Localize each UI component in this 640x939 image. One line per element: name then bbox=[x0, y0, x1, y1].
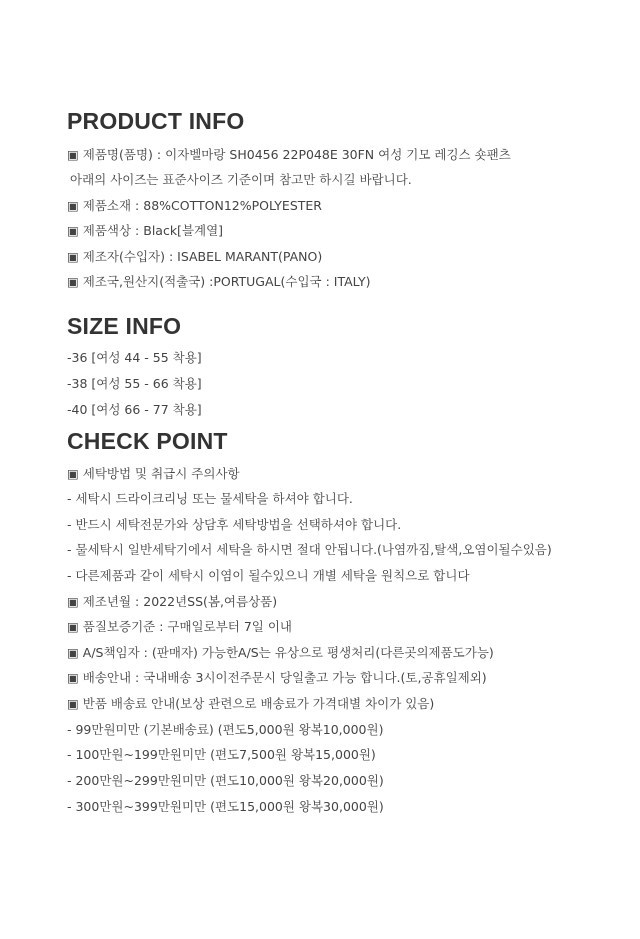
material-line: ▣ 제품소재 : 88%COTTON12%POLYESTER bbox=[67, 198, 322, 213]
warranty-line: ▣ 품질보증기준 : 구매일로부터 7일 이내 bbox=[67, 619, 292, 634]
origin-line: ▣ 제조국,원산지(적출국) :PORTUGAL(수입국 : ITALY) bbox=[67, 274, 371, 289]
care-line-machine-wash: - 물세탁시 일반세탁기에서 세탁을 하시면 절대 안됩니다.(나염까짐,탈색,오염이될수있음) bbox=[67, 542, 552, 557]
return-fee-tier-2: - 100만원~199만원미만 (편도7,500원 왕복15,000원) bbox=[67, 747, 376, 762]
care-line-consult: - 반드시 세탁전문가와 상담후 세탁방법을 선택하셔야 합니다. bbox=[67, 517, 402, 532]
shipping-info-line: ▣ 배송안내 : 국내배송 3시이전주문시 당일출고 가능 합니다.(토,공휴일제외) bbox=[67, 670, 487, 685]
return-fee-tier-1: - 99만원미만 (기본배송료) (편도5,000원 왕복10,000원) bbox=[67, 722, 384, 737]
as-responsible-line: ▣ A/S책임자 : (판매자) 가능한A/S는 유상으로 평생처리(다른곳의제품도가능) bbox=[67, 645, 494, 660]
check-point-heading: CHECK POINT bbox=[67, 428, 228, 454]
care-line-dry-clean: - 세탁시 드라이크리닝 또는 물세탁을 하셔야 합니다. bbox=[67, 491, 353, 506]
size-line-40: -40 [여성 66 - 77 착용] bbox=[67, 402, 202, 417]
product-info-heading: PRODUCT INFO bbox=[67, 108, 245, 134]
size-notice-line: 아래의 사이즈는 표준사이즈 기준이며 참고만 하시길 바랍니다. bbox=[70, 172, 412, 187]
return-fee-tier-4: - 300만원~399만원미만 (편도15,000원 왕복30,000원) bbox=[67, 799, 384, 814]
return-fee-tier-3: - 200만원~299만원미만 (편도10,000원 왕복20,000원) bbox=[67, 773, 384, 788]
size-line-38: -38 [여성 55 - 66 착용] bbox=[67, 376, 202, 391]
size-line-36: -36 [여성 44 - 55 착용] bbox=[67, 350, 202, 365]
manufacture-date-line: ▣ 제조년월 : 2022년SS(봄,여름상품) bbox=[67, 594, 278, 609]
return-fee-heading-line: ▣ 반품 배송료 안내(보상 관련으로 배송료가 가격대별 차이가 있음) bbox=[67, 696, 435, 711]
care-line-separate: - 다른제품과 같이 세탁시 이염이 될수있으니 개별 세탁을 원칙으로 합니다 bbox=[67, 568, 470, 583]
product-name-line: ▣ 제품명(품명) : 이자벨마랑 SH0456 22P048E 30FN 여성 기모 레깅스 숏팬츠 bbox=[67, 147, 511, 162]
color-line: ▣ 제품색상 : Black[블계열] bbox=[67, 223, 224, 238]
size-info-heading: SIZE INFO bbox=[67, 313, 182, 339]
manufacturer-line: ▣ 제조자(수입자) : ISABEL MARANT(PANO) bbox=[67, 249, 323, 264]
care-heading-line: ▣ 세탁방법 및 취급시 주의사항 bbox=[67, 466, 240, 481]
